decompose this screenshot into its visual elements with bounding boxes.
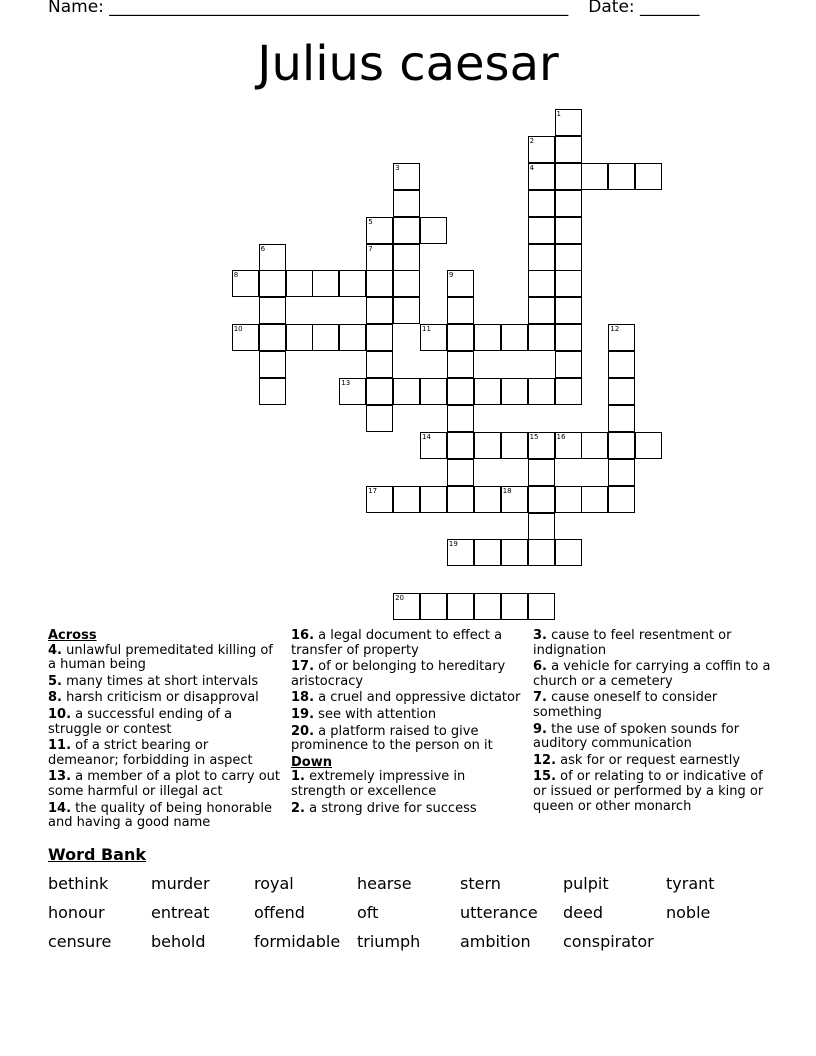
grid-cell[interactable] <box>420 324 447 351</box>
grid-cell[interactable] <box>339 270 366 297</box>
name-field[interactable]: Name: ______________________________________________________ <box>48 0 569 17</box>
word-bank-item: conspirator <box>563 932 654 951</box>
cell-number: 1 <box>556 110 561 118</box>
date-field[interactable]: Date: _______ <box>588 0 700 17</box>
cell-number: 5 <box>368 217 373 226</box>
grid-cell[interactable] <box>447 297 474 324</box>
clue-number: 10. <box>48 706 72 722</box>
grid-cell[interactable] <box>447 593 474 620</box>
grid-cell[interactable] <box>608 378 635 405</box>
grid-cell[interactable] <box>447 405 474 432</box>
grid-cell[interactable] <box>232 324 259 351</box>
clue-number: 15. <box>533 769 557 785</box>
grid-cell[interactable] <box>555 163 582 190</box>
clue-text: of or belonging to hereditary aristocracy <box>291 659 506 689</box>
word-bank-item: entreat <box>151 903 210 922</box>
grid-cell[interactable] <box>420 217 447 244</box>
grid-cell[interactable] <box>555 244 582 271</box>
clue <box>533 629 773 658</box>
clue <box>48 644 280 673</box>
cell-number: 9 <box>448 271 454 280</box>
clue-number: 11. <box>48 738 72 754</box>
grid-cell[interactable] <box>608 324 635 351</box>
clue-text: a successful ending of a struggle or contest <box>48 706 233 737</box>
grid-cell[interactable] <box>608 351 635 378</box>
word-bank-title: Word Bank <box>48 845 147 864</box>
grid-cell[interactable] <box>232 270 259 297</box>
across-heading: Across <box>48 628 97 643</box>
word-bank-item: noble <box>666 903 711 922</box>
grid-cell[interactable] <box>528 244 555 271</box>
clue-text: a vehicle for carrying a coffin to a church or a cemetery <box>533 659 771 689</box>
grid-cell[interactable] <box>339 378 366 405</box>
word-bank-item: murder <box>151 874 210 893</box>
cell-number: 15 <box>529 432 539 441</box>
grid-cell[interactable] <box>555 136 582 163</box>
grid-cell[interactable] <box>474 593 501 620</box>
clue-number: 6. <box>533 659 547 675</box>
grid-cell[interactable] <box>474 486 501 513</box>
grid-cell[interactable] <box>420 593 447 620</box>
grid-cell[interactable] <box>366 378 393 405</box>
clue-text: the use of spoken sounds for auditory communication <box>533 721 740 752</box>
grid-cell[interactable] <box>555 378 582 405</box>
cell-number: 19 <box>448 540 458 549</box>
grid-cell[interactable] <box>528 513 555 540</box>
clue-number: 2. <box>291 800 305 816</box>
cell-number: 2 <box>529 136 535 145</box>
grid-cell[interactable] <box>555 190 582 217</box>
grid-cell[interactable] <box>528 593 555 620</box>
word-bank-item: censure <box>48 932 112 951</box>
grid-cell[interactable] <box>259 351 286 378</box>
clue-number: 19. <box>291 706 315 722</box>
grid-cell[interactable] <box>447 539 474 566</box>
clue <box>533 723 773 752</box>
grid-cell[interactable] <box>393 486 420 513</box>
grid-cell[interactable] <box>286 324 313 351</box>
grid-cell[interactable] <box>474 432 501 459</box>
clue-text: a cruel and oppressive dictator <box>318 690 521 706</box>
clue <box>291 691 523 706</box>
grid-cell[interactable] <box>501 432 528 459</box>
grid-cell[interactable] <box>474 378 501 405</box>
cell-number: 10 <box>233 325 243 334</box>
grid-cell[interactable] <box>312 270 339 297</box>
grid-cell[interactable] <box>581 163 608 190</box>
down-heading: Down <box>291 754 332 770</box>
grid-cell[interactable] <box>555 486 582 513</box>
word-bank-item: bethink <box>48 874 109 893</box>
grid-cell[interactable] <box>555 109 582 136</box>
grid-cell[interactable] <box>259 297 286 324</box>
grid-cell[interactable] <box>608 432 635 459</box>
clue-number: 17. <box>291 659 315 675</box>
cell-number: 14 <box>422 432 431 441</box>
grid-cell[interactable] <box>366 217 393 244</box>
grid-cell[interactable] <box>393 163 420 190</box>
clue-number: 5. <box>48 673 62 689</box>
clue-number: 9. <box>533 721 547 737</box>
grid-cell[interactable] <box>447 270 474 297</box>
word-bank <box>48 872 788 953</box>
grid-cell[interactable] <box>528 217 555 244</box>
grid-cell[interactable] <box>635 163 662 190</box>
grid-cell[interactable] <box>366 405 393 432</box>
word-bank-item: pulpit <box>563 874 609 893</box>
clues-column-2 <box>291 629 523 818</box>
clue <box>533 660 773 689</box>
word-bank-item: behold <box>151 932 206 951</box>
grid-cell[interactable] <box>501 324 528 351</box>
clue-text: harsh criticism or disapproval <box>66 690 259 706</box>
clue-text: a strong drive for success <box>309 800 477 816</box>
clue <box>533 691 773 720</box>
clues-column-1 <box>48 629 280 833</box>
grid-cell[interactable] <box>528 297 555 324</box>
cell-number: 11 <box>422 325 431 334</box>
grid-cell[interactable] <box>366 324 393 351</box>
grid-cell[interactable] <box>259 244 286 271</box>
grid-cell[interactable] <box>393 593 420 620</box>
grid-cell[interactable] <box>528 459 555 486</box>
clue-number: 8. <box>48 690 62 706</box>
word-bank-item: royal <box>254 874 294 893</box>
grid-cell[interactable] <box>339 324 366 351</box>
grid-cell[interactable] <box>555 539 582 566</box>
grid-cell[interactable] <box>420 486 447 513</box>
word-bank-item: tyrant <box>666 874 715 893</box>
clue <box>291 629 523 658</box>
clue-number: 7. <box>533 690 547 706</box>
cell-number: 16 <box>556 432 566 441</box>
word-bank-item: oft <box>357 903 379 922</box>
grid-cell[interactable] <box>528 190 555 217</box>
grid-cell[interactable] <box>528 163 555 190</box>
cell-number: 12 <box>610 325 620 334</box>
grid-cell[interactable] <box>393 270 420 297</box>
clue-text: cause oneself to consider something <box>533 690 718 720</box>
cell-number: 7 <box>368 244 373 253</box>
clue <box>533 770 773 814</box>
clue-text: of or relating to or indicative of or issued or performed by a king or queen or other monarch <box>533 769 764 814</box>
cell-number: 6 <box>260 244 266 253</box>
clue <box>291 708 523 723</box>
clue-text: cause to feel resentment or indignation <box>533 628 732 658</box>
grid-cell[interactable] <box>474 324 501 351</box>
grid-cell[interactable] <box>447 378 474 405</box>
grid-cell[interactable] <box>555 217 582 244</box>
grid-cell[interactable] <box>581 486 608 513</box>
clue-number: 16. <box>291 628 315 643</box>
grid-cell[interactable] <box>555 351 582 378</box>
cell-number: 17 <box>368 486 378 495</box>
word-bank-item: honour <box>48 903 105 922</box>
grid-cell[interactable] <box>501 378 528 405</box>
clue-number: 12. <box>533 752 557 768</box>
clue-text: a platform raised to give prominence to the person on it <box>291 723 493 754</box>
cell-number: 18 <box>502 486 512 495</box>
grid-cell[interactable] <box>447 459 474 486</box>
cell-number: 4 <box>529 163 535 172</box>
grid-cell[interactable] <box>528 432 555 459</box>
grid-cell[interactable] <box>528 270 555 297</box>
clue-number: 3. <box>533 628 547 643</box>
clue <box>48 675 280 690</box>
grid-cell[interactable] <box>501 486 528 513</box>
grid-cell[interactable] <box>581 432 608 459</box>
clue <box>291 802 523 817</box>
grid-cell[interactable] <box>528 136 555 163</box>
cell-number: 3 <box>395 163 400 172</box>
grid-cell[interactable] <box>635 432 662 459</box>
grid-cell[interactable] <box>447 351 474 378</box>
grid-cell[interactable] <box>366 486 393 513</box>
clue-text: unlawful premeditated killing of a human being <box>48 642 273 673</box>
clue <box>291 725 523 754</box>
grid-cell[interactable] <box>259 270 286 297</box>
word-bank-item: hearse <box>357 874 412 893</box>
clue <box>291 770 523 799</box>
clue-text: of a strict bearing or demeanor; forbidding in aspect <box>48 738 253 768</box>
word-bank-item: ambition <box>460 932 531 951</box>
word-bank-item: offend <box>254 903 305 922</box>
clue <box>48 691 280 706</box>
grid-cell[interactable] <box>366 297 393 324</box>
clue <box>48 802 280 831</box>
clue-text: extremely impressive in strength or excellence <box>291 769 466 799</box>
grid-cell[interactable] <box>555 324 582 351</box>
grid-cell[interactable] <box>286 270 313 297</box>
clue-text: a member of a plot to carry out some harmful or illegal act <box>48 769 281 799</box>
grid-cell[interactable] <box>528 378 555 405</box>
clue <box>48 739 280 768</box>
grid-cell[interactable] <box>447 486 474 513</box>
clue <box>48 770 280 799</box>
grid-cell[interactable] <box>555 432 582 459</box>
grid-cell[interactable] <box>259 324 286 351</box>
word-bank-item: triumph <box>357 932 421 951</box>
clue-number: 4. <box>48 642 62 658</box>
grid-cell[interactable] <box>393 378 420 405</box>
grid-cell[interactable] <box>528 486 555 513</box>
word-bank-item: formidable <box>254 932 341 951</box>
grid-cell[interactable] <box>420 432 447 459</box>
grid-cell[interactable] <box>312 324 339 351</box>
grid-cell[interactable] <box>393 217 420 244</box>
clue-number: 1. <box>291 769 305 785</box>
grid-cell[interactable] <box>474 539 501 566</box>
grid-cell[interactable] <box>420 378 447 405</box>
clue-text: many times at short intervals <box>66 673 259 689</box>
cell-number: 8 <box>233 271 239 280</box>
clue-number: 18. <box>291 690 315 706</box>
cell-number: 20 <box>395 594 405 603</box>
grid-cell[interactable] <box>393 244 420 271</box>
clue-text: ask for or request earnestly <box>560 752 741 768</box>
cell-number: 13 <box>341 379 351 387</box>
grid-cell[interactable] <box>608 459 635 486</box>
word-bank-item: utterance <box>460 903 538 922</box>
grid-cell[interactable] <box>501 593 528 620</box>
grid-cell[interactable] <box>259 378 286 405</box>
grid-cell[interactable] <box>447 324 474 351</box>
grid-cell[interactable] <box>608 405 635 432</box>
grid-cell[interactable] <box>608 486 635 513</box>
grid-cell[interactable] <box>393 190 420 217</box>
clues-column-3 <box>533 629 773 816</box>
grid-cell[interactable] <box>555 297 582 324</box>
grid-cell[interactable] <box>366 270 393 297</box>
clue-text: a legal document to effect a transfer of property <box>291 628 503 658</box>
word-bank-item: deed <box>563 903 603 922</box>
grid-cell[interactable] <box>447 432 474 459</box>
clue-text: see with attention <box>318 706 437 722</box>
grid-cell[interactable] <box>528 539 555 566</box>
clue-number: 20. <box>291 723 315 739</box>
grid-cell[interactable] <box>501 539 528 566</box>
clue-text: the quality of being honorable and having a good name <box>48 800 272 831</box>
clue-number: 13. <box>48 769 72 785</box>
clue <box>48 708 280 737</box>
grid-cell[interactable] <box>393 297 420 324</box>
grid-cell[interactable] <box>608 163 635 190</box>
clue-number: 14. <box>48 800 72 816</box>
grid-cell[interactable] <box>366 351 393 378</box>
word-bank-item: stern <box>460 874 501 893</box>
grid-cell[interactable] <box>528 324 555 351</box>
grid-cell[interactable] <box>366 244 393 271</box>
clue <box>291 660 523 689</box>
grid-cell[interactable] <box>555 270 582 297</box>
clue <box>533 754 773 769</box>
page-title: Julius caesar <box>257 36 559 92</box>
